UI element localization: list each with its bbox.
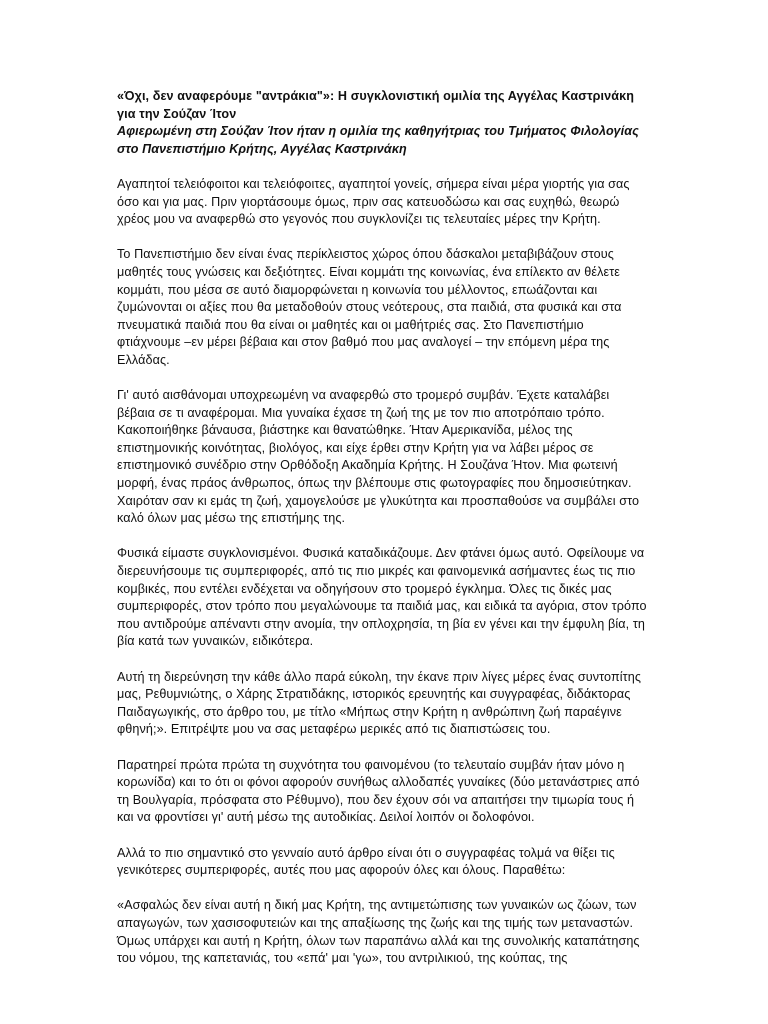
paragraph-5: Αυτή τη διερεύνηση την κάθε άλλο παρά εύκολη, την έκανε πριν λίγες μέρες ένας συντοπίτης μας, Ρεθυμνιώτης, ο Χάρης Στρατιδάκης, ιστορικός ερευνητής και συγγραφέας, διδάκτορας Παιδαγωγικής, στο άρθρο του, με τίτλο «Μήπως στην Κρήτη η ανθρώπινη ζωή παραέγινε φθηνή;». Επιτρέψτε μου να σας μεταφέρω μερικές από τις διαπιστώσεις του. bbox=[117, 669, 641, 737]
paragraph-6: Παρατηρεί πρώτα πρώτα τη συχνότητα του φαινομένου (το τελευταίο συμβάν ήταν μόνο η κορωνίδα) και το ότι οι φόνοι αφορούν συνήθως αλλοδαπές γυναίκες (δύο μετανάστριες από τη Βουλγαρία, πρόσφατα στο Ρέθυμνο), που δεν έχουν σόι να απαιτήσει την τιμωρία τους ή και να φροντίσει γι' αυτή μέσω της αυτοδικίας. Δειλοί λοιπόν οι δολοφόνοι. bbox=[117, 757, 640, 825]
paragraph-8-quote: «Ασφαλώς δεν είναι αυτή η δική μας Κρήτη, της αντιμετώπισης των γυναικών ως ζώων, των απαγωγών, των χασισοφυτειών και της απαξίωσης της ζωής και της τιμής των μεταναστών. Όμως υπάρχει και αυτή η Κρήτη, όλων των παραπάνω αλλά και της συνολικής καταπάτησης του νόμου, της καπετανιάς, του «επά' μαι 'γω», του αντριλικιού, της κούπας, της bbox=[117, 898, 640, 966]
spacer bbox=[117, 158, 647, 176]
paragraph-4: Φυσικά είμαστε συγκλονισμένοι. Φυσικά καταδικάζουμε. Δεν φτάνει όμως αυτό. Οφείλουμε να διερευνήσουμε τις συμπεριφορές, από τις πιο μικρές και φαινομενικά ασήμαντες έως τις πιο κομβικές, που εντέλει ενδέχεται να οδηγήσουν στο τρομερό έγκλημα. Όλες τις δικές μας συμπεριφορές, στον τρόπο που μεγαλώνουμε τα παιδιά μας, και ειδικά τα αγόρια, στον τρόπο που αντιδρούμε απέναντι στην ανομία, την οπλοχρησία, τη βία εν γένει και την έμφυλη βία, τη βία κατά των γυναικών, ειδικότερα. bbox=[117, 546, 647, 649]
paragraph-7: Αλλά το πιο σημαντικό στο γενναίο αυτό άρθρο είναι ότι ο συγγραφέας τολμά να θίξει τις γενικότερες συμπεριφορές, αυτές που μας αφορούν όλες και όλους. Παραθέτω: bbox=[117, 845, 615, 878]
document-body bbox=[117, 88, 647, 968]
article-title: «Όχι, δεν αναφερόυμε "αντράκια"»: Η συγκλονιστική ομιλία της Αγγέλας Καστρινάκη για την Σούζαν Ίτον bbox=[117, 89, 635, 121]
spacer bbox=[117, 229, 647, 247]
paragraph-3: Γι' αυτό αισθάνομαι υποχρεωμένη να αναφερθώ στο τρομερό συμβάν. Έχετε καταλάβει βέβαια σε τι αναφέρομαι. Μια γυναίκα έχασε τη ζωή της με τον πιο αποτρόπαιο τρόπο. Κακοποιήθηκε βάναυσα, βιάστηκε και θανατώθηκε. Ήταν Αμερικανίδα, μέλος της επιστημονικής κοινότητας, βιολόγος, και είχε έρθει στην Κρήτη για να λάβει μέρος σε επιστημονικό συνέδριο στην Ορθόδοξη Ακαδημία Κρήτης. Η Σουζάνα Ήτον. Μια φωτεινή μορφή, ένας πράος άνθρωπος, όπως την βλέπουμε στις φωτογραφίες που δημοσιεύτηκαν. Χαιρόταν σαν κι εμάς τη ζωή, χαμογελούσε με γλυκύτητα και προσπαθούσε να συμβάλει στο καλό όλων μας μέσω της επιστήμης της. bbox=[117, 388, 640, 526]
spacer bbox=[117, 370, 647, 388]
paragraph-2: Το Πανεπιστήμιο δεν είναι ένας περίκλειστος χώρος όπου δάσκαλοι μεταβιβάζουν στους μαθητές τους γνώσεις και δεξιότητες. Είναι κομμάτι της κοινωνίας, ένα επίλεκτο αν θέλετε κομμάτι, που μέσα σε αυτό διαμορφώνεται η κοινωνία του μέλλοντος, επωάζονται και ζυμώνονται οι αξίες που θα μεταδοθούν στους νεότερους, στα παιδιά, στα φυσικά και στα πνευματικά παιδιά που θα είναι οι μαθητές και οι μαθήτριές σας. Στο Πανεπιστήμιο φτιάχνουμε –εν μέρει βέβαια και στον βαθμό που μας αναλογεί – την επόμενη μέρα της Ελλάδας. bbox=[117, 247, 622, 367]
paragraph-1: Αγαπητοί τελειόφοιτοι και τελειόφοιτες, αγαπητοί γονείς, σήμερα είναι μέρα γιορτής για σας όσο και για μας. Πριν γιορτάσουμε όμως, πριν σας κατευοδώσω και σας ευχηθώ, θεωρώ χρέος μου να αναφερθώ στο γεγονός που συγκλονίζει τις τελευταίες μέρες την Κρήτη. bbox=[117, 176, 630, 227]
spacer bbox=[117, 827, 647, 845]
spacer bbox=[117, 880, 647, 898]
article-subtitle: Αφιερωμένη στη Σούζαν Ίτον ήταν η ομιλία της καθηγήτριας του Τμήματος Φιλολογίας στο Πανεπιστήμιο Κρήτης, Αγγέλας Καστρινάκη bbox=[117, 124, 639, 156]
spacer bbox=[117, 651, 647, 669]
spacer bbox=[117, 528, 647, 546]
spacer bbox=[117, 739, 647, 757]
